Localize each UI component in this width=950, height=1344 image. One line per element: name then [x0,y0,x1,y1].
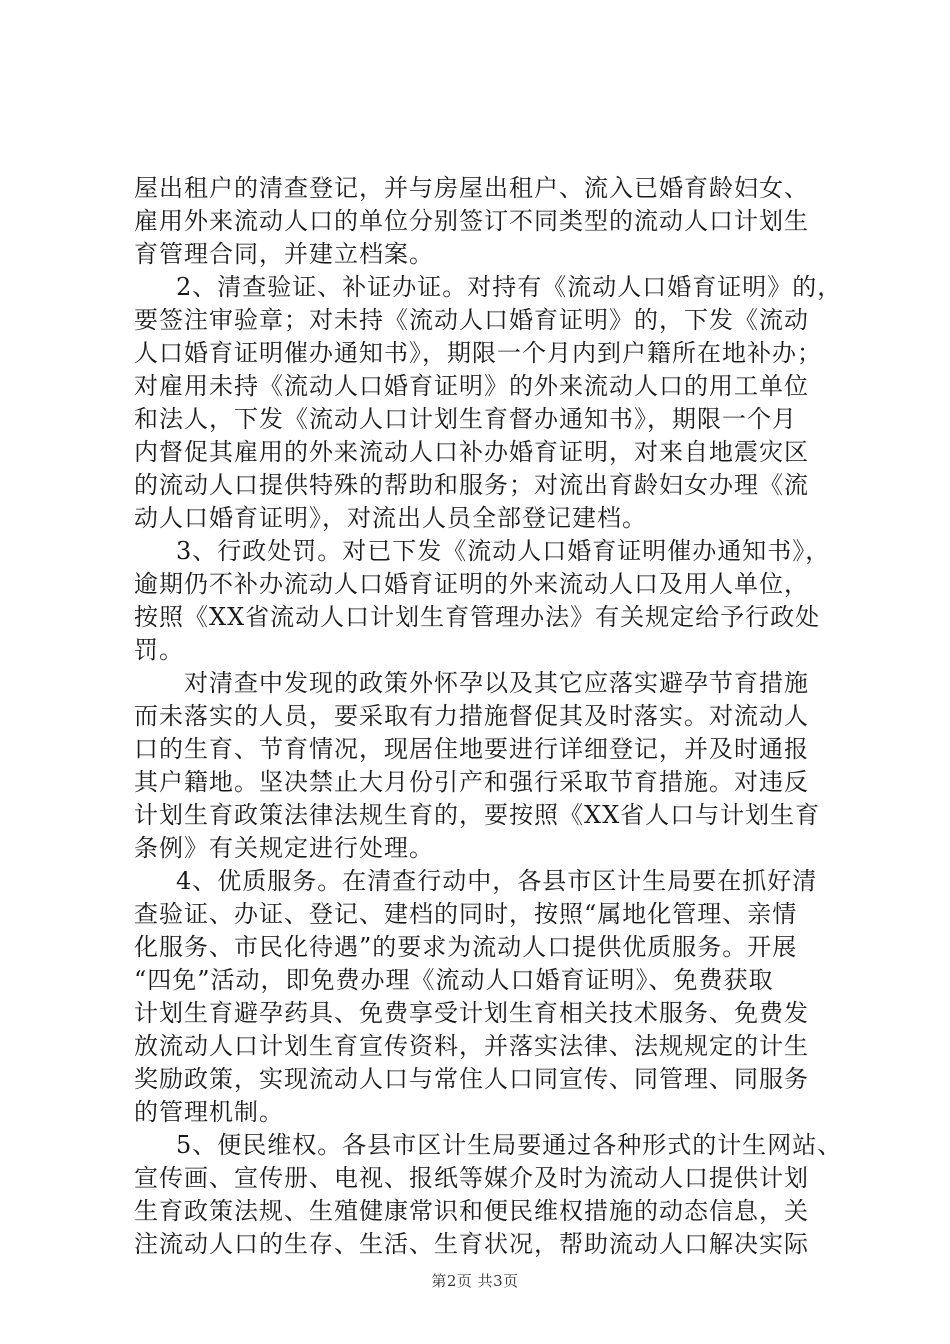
text-line: 的流动人口提供特殊的帮助和服务；对流出育龄妇女办理《流 [134,471,809,499]
text-line: 宣传画、宣传册、电视、报纸等媒介及时为流动人口提供计划 [134,1164,809,1192]
text-line: 化服务、市民化待遇”的要求为流动人口提供优质服务。开展 [134,933,798,961]
text-line: 条例》有关规定进行处理。 [134,834,434,862]
text-line: 对雇用未持《流动人口婚育证明》的外来流动人口的用工单位 [134,372,809,400]
page-number: 第2页 共3页 [431,1272,519,1290]
text-line: 对清查中发现的政策外怀孕以及其它应落实避孕节育措施 [184,669,809,697]
text-line: 2、清查验证、补证办证。对持有《流动人口婚育证明》的， [176,273,843,301]
text-line: 动人口婚育证明》，对流出人员全部登记建档。 [134,504,647,532]
text-line: 雇用外来流动人口的单位分别签订不同类型的流动人口计划生 [134,207,809,235]
text-line: 和法人，下发《流动人口计划生育督办通知书》，期限一个月 [134,405,797,433]
text-line: 计划生育避孕药具、免费享受计划生育相关技术服务、免费发 [134,999,809,1027]
text-line: 屋出租户的清查登记，并与房屋出租户、流入已婚育龄妇女、 [134,174,809,202]
text-line: 育管理合同，并建立档案。 [134,240,434,268]
text-line: 要签注审验章；对未持《流动人口婚育证明》的，下发《流动 [134,306,809,334]
text-line: 5、便民维权。各县市区计生局要通过各种形式的计生网站、 [176,1131,843,1159]
text-line: 的管理机制。 [134,1098,284,1126]
text-line: 放流动人口计划生育宣传资料，并落实法律、法规规定的计生 [134,1032,809,1060]
text-line: 其户籍地。坚决禁止大月份引产和强行采取节育措施。对违反 [134,768,809,796]
text-line: 人口婚育证明催办通知书》，期限一个月内到户籍所在地补办； [134,339,822,367]
text-line: 内督促其雇用的外来流动人口补办婚育证明，对来自地震灾区 [134,438,809,466]
text-line: “四免”活动，即免费办理《流动人口婚育证明》、免费获取 [134,966,774,994]
text-line: 3、行政处罚。对已下发《流动人口婚育证明催办通知书》， [176,537,831,565]
text-line: 按照《XX省流动人口计划生育管理办法》有关规定给予行政处 [134,603,821,631]
text-line: 而未落实的人员，要采取有力措施督促其及时落实。对流动人 [134,702,809,730]
text-line: 逾期仍不补办流动人口婚育证明的外来流动人口及用人单位， [134,570,809,598]
text-line: 查验证、办证、登记、建档的同时，按照“属地化管理、亲情 [134,900,798,928]
text-line: 注流动人口的生存、生活、生育状况，帮助流动人口解决实际 [134,1230,809,1258]
text-line: 口的生育、节育情况，现居住地要进行详细登记，并及时通报 [134,735,809,763]
text-line: 生育政策法规、生殖健康常识和便民维权措施的动态信息，关 [134,1197,809,1225]
text-line: 4、优质服务。在清查行动中，各县市区计生局要在抓好清 [176,867,818,895]
text-line: 奖励政策，实现流动人口与常住人口同宣传、同管理、同服务 [134,1065,809,1093]
text-line: 计划生育政策法律法规生育的，要按照《XX省人口与计划生育 [134,801,821,829]
text-line: 罚。 [134,636,184,664]
